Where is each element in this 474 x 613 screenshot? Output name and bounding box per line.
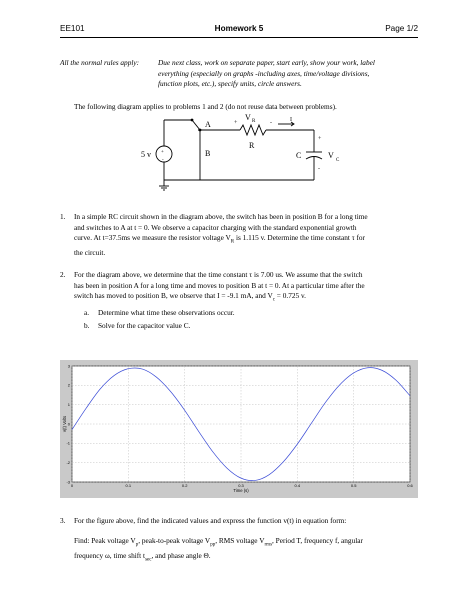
- rules-line: everything (especially on graphs -including axes, time/voltage divisions,: [158, 68, 370, 78]
- y-tick-label: -1: [66, 440, 70, 446]
- current-label: I: [290, 117, 292, 123]
- problem-line: has been in position A for a long time and moves to position B at t = 0. At a particular time after the: [74, 280, 365, 290]
- sub-letter: b.: [84, 321, 90, 330]
- y-tick-label: 3: [67, 363, 70, 369]
- x-tick-label: 0: [70, 483, 74, 488]
- y-tick-label: 1: [67, 402, 70, 408]
- page-header: [60, 24, 418, 36]
- problem-number: 3.: [60, 516, 66, 525]
- problem-line: In a simple RC circuit shown in the diagram above, the switch has been in position B for a long time: [74, 212, 368, 221]
- subscript: sec: [145, 557, 152, 563]
- y-tick-label: -2: [66, 460, 70, 466]
- subscript: c: [272, 297, 275, 303]
- text-run: curve. At t=37.5ms we measure the resistor voltage V: [74, 233, 231, 242]
- diagram-intro: The following diagram applies to problems 1 and 2 (do not reuse data between problems).: [74, 102, 337, 111]
- sub-letter: a.: [84, 308, 90, 317]
- x-tick-label: 0.4: [294, 483, 301, 488]
- y-tick-label: -3: [66, 479, 70, 485]
- voltage-source-symbol: [156, 146, 172, 162]
- text-run: , and phase angle Θ.: [151, 550, 211, 560]
- resistor-symbol: [240, 125, 266, 135]
- subscript: rms: [264, 542, 273, 548]
- problem-2a: [84, 308, 235, 317]
- find-line: [74, 551, 420, 566]
- problem-line: [74, 291, 420, 306]
- header-divider: [60, 37, 418, 38]
- text-run: switch has moved to position B, we observe that I = -9.1 mA, and V: [74, 291, 273, 300]
- sub-text: Solve for the capacitor value C.: [98, 321, 191, 330]
- rules-line: function plots, etc.), specify units, circle answers.: [158, 79, 302, 88]
- text-run: , Period T, frequency f, angular: [272, 536, 363, 545]
- rc-circuit-diagram: [138, 112, 348, 196]
- x-tick-label: 0.2: [181, 483, 188, 488]
- x-axis-label: Time (s): [233, 488, 249, 493]
- text-run: Find: Peak voltage V: [74, 536, 136, 545]
- node-a-label: A: [205, 120, 211, 129]
- problem-line: the circuit.: [74, 247, 106, 257]
- vc-minus: -: [318, 166, 320, 172]
- y-axis-label: v(t) Volts: [62, 415, 67, 433]
- text-run: is 1.115 v. Determine the time constant τ for: [234, 233, 365, 242]
- vc-plus: +: [318, 136, 322, 142]
- capacitor-label: C: [296, 151, 302, 160]
- source-plus: +: [161, 150, 164, 155]
- x-tick-label: 0.1: [125, 483, 132, 488]
- source-label: 5 v: [141, 150, 151, 159]
- page-number: Page 1/2: [385, 24, 418, 33]
- node-b-label: B: [205, 149, 211, 158]
- problem-line: [74, 233, 420, 248]
- subscript: pp: [210, 542, 216, 548]
- vr-minus: -: [270, 120, 272, 126]
- vc-label: V: [328, 151, 334, 160]
- x-tick-label: 0.6: [407, 483, 413, 488]
- text-run: frequency ω, time shift t: [74, 550, 146, 560]
- text-run: = 0.725 v.: [274, 291, 306, 300]
- vr-subscript: R: [252, 119, 256, 124]
- sub-text: Determine what time these observations occur.: [98, 308, 235, 317]
- problem-number: 1.: [60, 212, 66, 221]
- find-line: [74, 536, 420, 551]
- problem-line: and switches to A at t = 0. We observe a capacitor charging with the standard exponential growth: [74, 222, 357, 232]
- problem-line: For the figure above, find the indicated values and express the function v(t) in equation form:: [74, 516, 347, 525]
- source-minus: -: [162, 158, 164, 163]
- switch-blade: [192, 120, 200, 130]
- resistor-label: R: [249, 141, 255, 150]
- subscript: p: [135, 542, 139, 548]
- problem-number: 2.: [60, 270, 66, 279]
- subscript: R: [230, 239, 235, 245]
- vr-plus: +: [234, 120, 238, 126]
- text-run: , peak-to-peak voltage V: [138, 536, 211, 545]
- homework-title: Homework 5: [214, 24, 264, 33]
- rules-label: All the normal rules apply:: [60, 58, 140, 67]
- voltage-sine-chart: [60, 360, 418, 498]
- problem-2b: [84, 321, 191, 330]
- rules-text: [158, 58, 420, 90]
- rules-line: Due next class, work on separate paper, start early, show your work, label: [158, 58, 375, 67]
- text-run: , RMS voltage V: [215, 536, 265, 545]
- x-tick-label: 0.3: [238, 483, 244, 488]
- problem-line: For the diagram above, we determine that the time constant τ is 7.00 us. We assume that the switch: [74, 270, 363, 279]
- y-tick-label: 2: [67, 382, 70, 388]
- vr-label: V: [245, 113, 251, 122]
- x-tick-label: 0.5: [350, 483, 357, 488]
- course-code: EE101: [60, 24, 85, 33]
- y-tick-label: 0: [67, 421, 70, 427]
- problem-3-find: [74, 536, 420, 566]
- vc-subscript: C: [336, 158, 340, 163]
